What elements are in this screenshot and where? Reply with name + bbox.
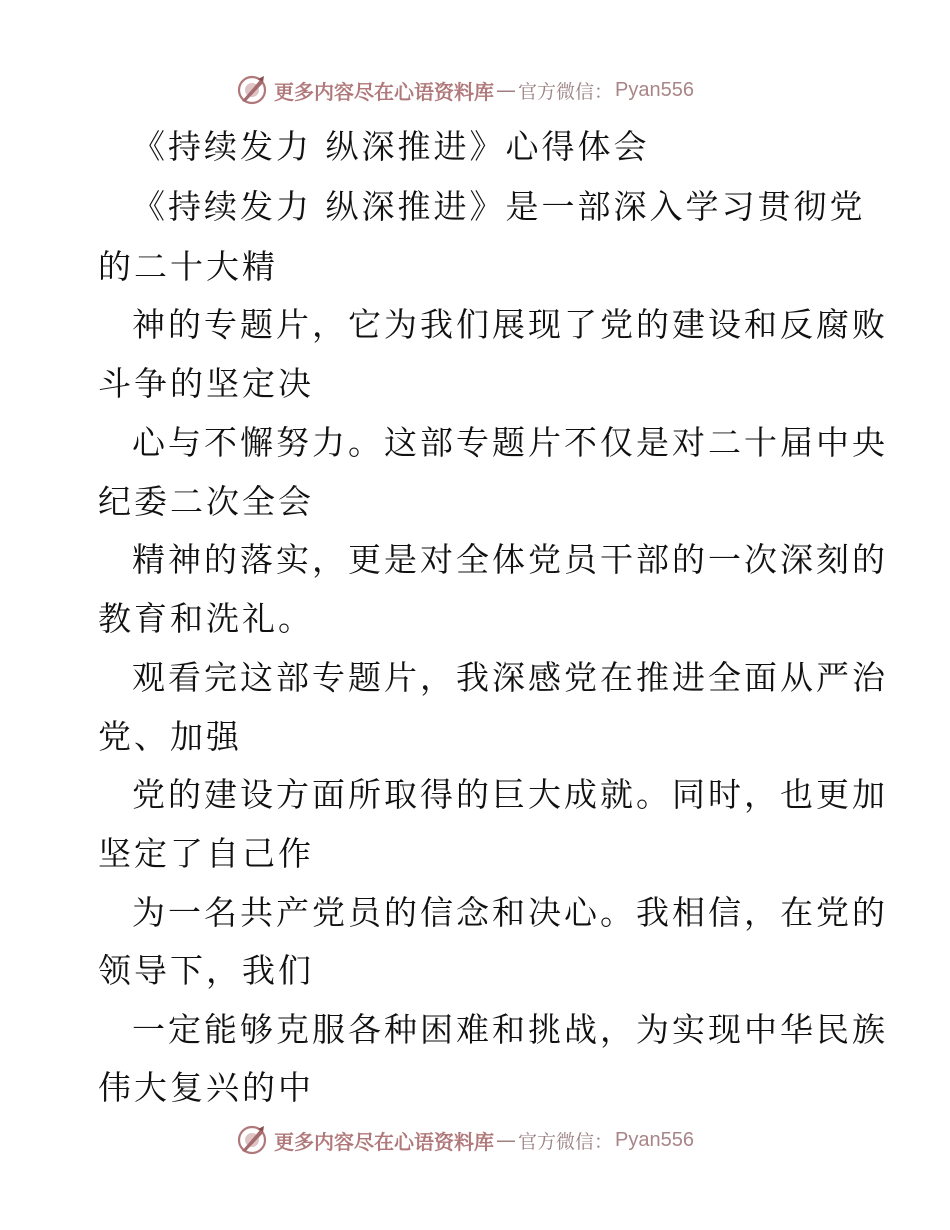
paragraph-line: 伟大复兴的中 — [98, 1068, 314, 1107]
watermark-separator: — — [496, 1128, 516, 1152]
paragraph-line: 为一名共产党员的信念和决心。我相信，在党的 — [132, 893, 888, 932]
watermark-main-text: 更多内容尽在心语资料库 — [274, 79, 494, 104]
watermark-separator: — — [496, 78, 516, 102]
paragraph-line: 精神的落实，更是对全体党员干部的一次深刻的 — [132, 540, 888, 579]
watermark-main-text: 更多内容尽在心语资料库 — [274, 1129, 494, 1154]
paragraph-line: 《持续发力 纵深推进》是一部深入学习贯彻党 — [132, 187, 866, 226]
paragraph-line: 观看完这部专题片，我深感党在推进全面从严治 — [132, 658, 888, 697]
quill-pen-circle-icon — [236, 1124, 268, 1156]
paragraph-line: 教育和洗礼。 — [98, 599, 314, 638]
paragraph-line: 党的建设方面所取得的巨大成就。同时，也更加 — [132, 775, 888, 814]
watermark-label: 官方微信： — [518, 80, 614, 103]
paragraph-line: 纪委二次全会 — [98, 482, 314, 521]
paragraph-line: 心与不懈努力。这部专题片不仅是对二十届中央 — [132, 423, 888, 462]
paragraph-line: 领导下，我们 — [98, 951, 314, 990]
paragraph-line: 党、加强 — [98, 717, 242, 756]
watermark-id: Pyan556 — [615, 78, 694, 101]
footer-watermark — [236, 1123, 694, 1157]
paragraph-line: 神的专题片，它为我们展现了党的建设和反腐败 — [132, 305, 888, 344]
paragraph-line: 坚定了自己作 — [98, 834, 314, 873]
paragraph-line: 斗争的坚定决 — [98, 364, 314, 403]
header-watermark — [236, 73, 694, 107]
watermark-id: Pyan556 — [615, 1128, 694, 1151]
paragraph-line: 的二十大精 — [98, 247, 278, 286]
quill-pen-circle-icon — [236, 74, 268, 106]
watermark-label: 官方微信： — [518, 1130, 614, 1153]
paragraph-line: 一定能够克服各种困难和挑战，为实现中华民族 — [132, 1010, 888, 1049]
document-title: 《持续发力 纵深推进》心得体会 — [132, 127, 650, 166]
